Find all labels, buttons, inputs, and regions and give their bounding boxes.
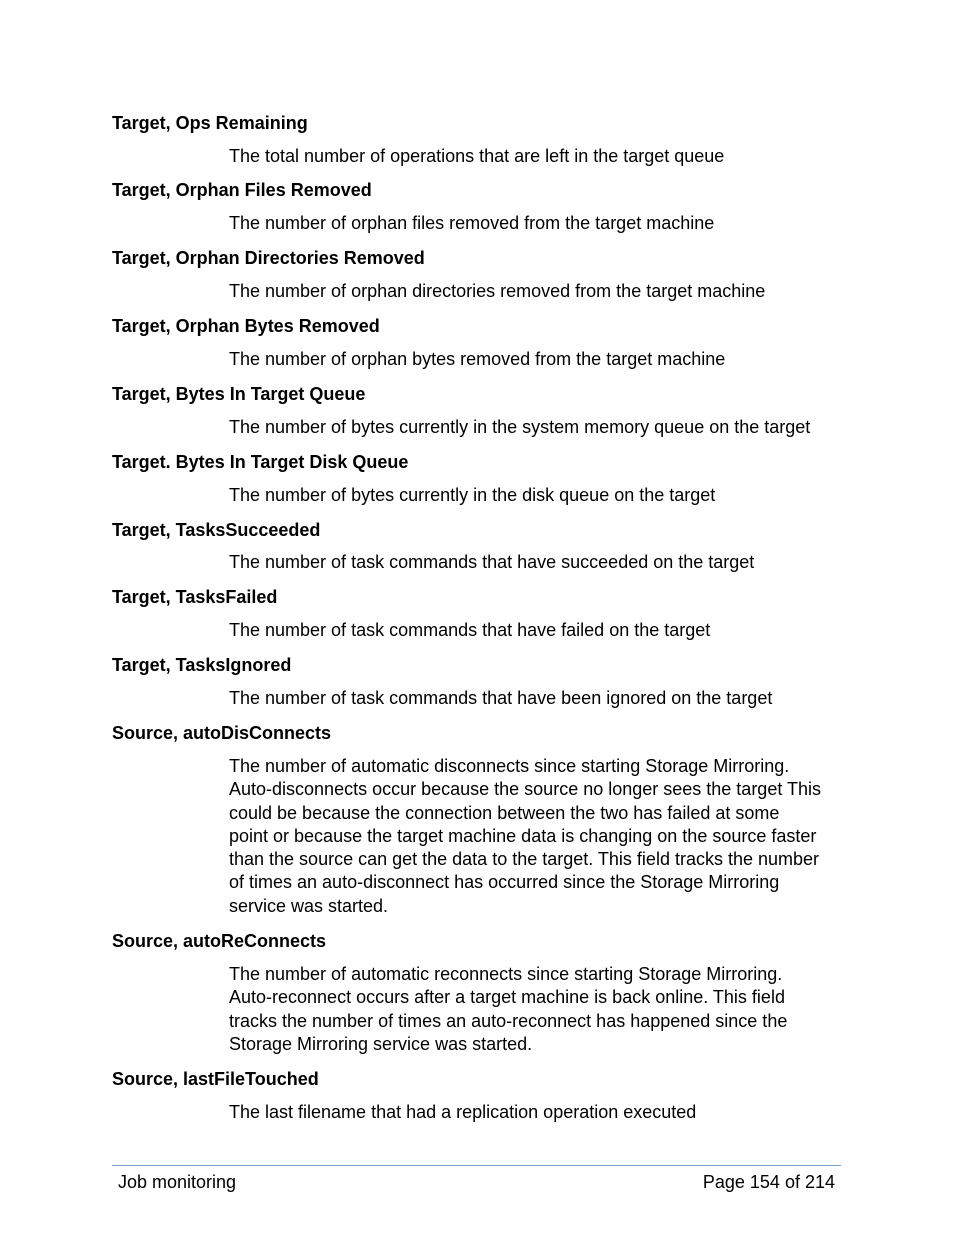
definition-description: The number of automatic disconnects since starting Storage Mirroring. Auto-disconnects occur because the source no longer sees the target This could be because the connection between the two has failed at some point or because the target machine data is changing on the source faster than the source can get the data to the target. This field tracks the number of times an auto-disconnect has occurred since the Storage Mirroring service was started. bbox=[229, 756, 822, 916]
definition-term: Target, Ops Remaining bbox=[112, 113, 308, 133]
definition-term: Target, TasksFailed bbox=[112, 587, 278, 607]
footer-divider bbox=[112, 1165, 841, 1166]
definition-description: The number of task commands that have failed on the target bbox=[229, 620, 711, 640]
definition-description: The number of automatic reconnects since starting Storage Mirroring. Auto-reconnect occurs after a target machine is back online. This field tracks the number of times an auto-reconnect has happened since the Storage Mirroring service was started. bbox=[229, 964, 788, 1054]
definition-description: The number of bytes currently in the disk queue on the target bbox=[229, 485, 716, 505]
definition-term: Target, Orphan Files Removed bbox=[112, 180, 372, 200]
footer-section-title: Job monitoring bbox=[118, 1172, 237, 1192]
definition-description: The number of orphan files removed from the target machine bbox=[229, 213, 715, 233]
definition-term: Source, autoReConnects bbox=[112, 931, 327, 951]
definition-description: The total number of operations that are left in the target queue bbox=[229, 146, 725, 166]
definition-description: The number of bytes currently in the system memory queue on the target bbox=[229, 417, 811, 437]
definition-description: The number of orphan bytes removed from the target machine bbox=[229, 349, 726, 369]
definition-term: Target, Orphan Directories Removed bbox=[112, 248, 425, 268]
definition-description: The number of task commands that have succeeded on the target bbox=[229, 552, 755, 572]
definition-term: Source, lastFileTouched bbox=[112, 1069, 319, 1089]
definition-description: The number of orphan directories removed from the target machine bbox=[229, 281, 766, 301]
definition-term: Target, TasksIgnored bbox=[112, 655, 292, 675]
definition-term: Target. Bytes In Target Disk Queue bbox=[112, 452, 409, 472]
definition-term: Target, TasksSucceeded bbox=[112, 520, 321, 540]
definition-description: The number of task commands that have been ignored on the target bbox=[229, 688, 773, 708]
definition-term: Target, Bytes In Target Queue bbox=[112, 384, 366, 404]
definition-term: Target, Orphan Bytes Removed bbox=[112, 316, 380, 336]
definition-term: Source, autoDisConnects bbox=[112, 723, 332, 743]
footer-page-number: Page 154 of 214 bbox=[702, 1172, 835, 1192]
definition-description: The last filename that had a replication operation executed bbox=[229, 1102, 697, 1122]
